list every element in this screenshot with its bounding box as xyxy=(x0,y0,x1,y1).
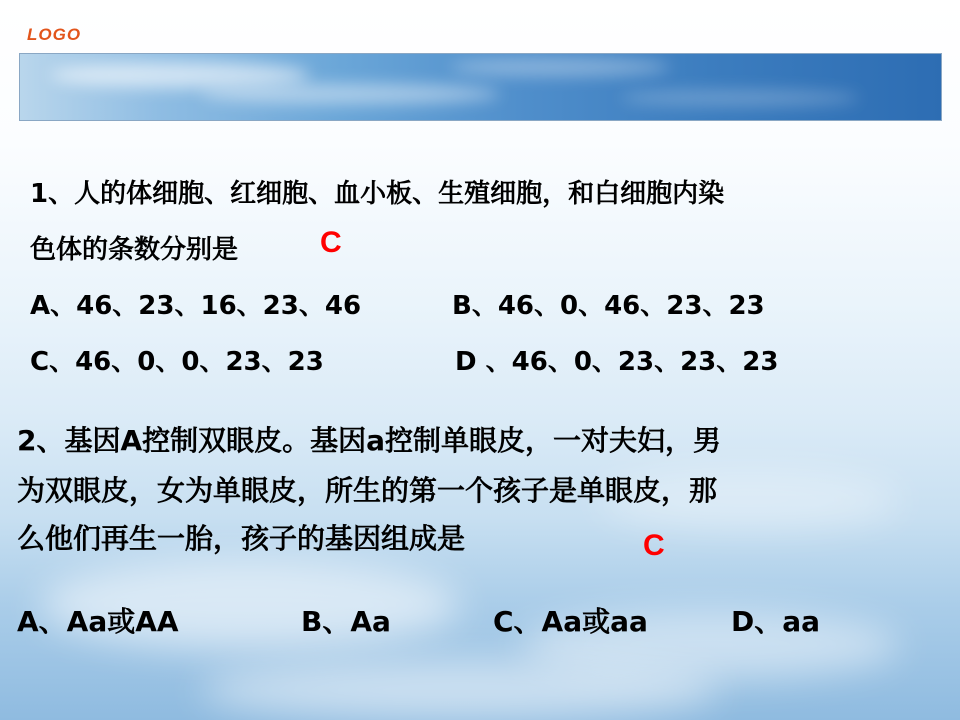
banner-cloud xyxy=(50,62,310,88)
question1-line2: 色体的条数分别是 xyxy=(30,235,239,265)
banner-cloud xyxy=(200,84,500,104)
question1-option-b: B、46、0、46、23、23 xyxy=(452,291,765,321)
banner-cloud xyxy=(620,90,860,106)
question2-line1: 2、基因A控制双眼皮。基因a控制单眼皮，一对夫妇，男 xyxy=(17,424,722,457)
question2-option-c: C、Aa或aa xyxy=(493,605,648,638)
question2-line3: 么他们再生一胎，孩子的基因组成是 xyxy=(17,522,466,555)
logo-text: LOGO xyxy=(27,25,82,44)
question1-option-d: D 、46、0、23、23、23 xyxy=(455,347,779,377)
question1-line1: 1、人的体细胞、红细胞、血小板、生殖细胞，和白细胞内染 xyxy=(30,179,725,209)
question1-option-a: A、46、23、16、23、46 xyxy=(30,291,362,321)
background-cloud xyxy=(200,660,720,720)
question2-answer: C xyxy=(643,529,665,562)
question2-option-a: A、Aa或AA xyxy=(17,605,179,638)
question2-line2: 为双眼皮，女为单眼皮，所生的第一个孩子是单眼皮，那 xyxy=(17,474,718,507)
banner-cloud xyxy=(450,58,670,76)
header-banner xyxy=(19,53,942,121)
question2-option-d: D、aa xyxy=(731,605,821,638)
question1-option-c: C、46、0、0、23、23 xyxy=(30,347,324,377)
question1-answer: C xyxy=(320,226,342,259)
question2-option-b: B、Aa xyxy=(301,605,391,638)
